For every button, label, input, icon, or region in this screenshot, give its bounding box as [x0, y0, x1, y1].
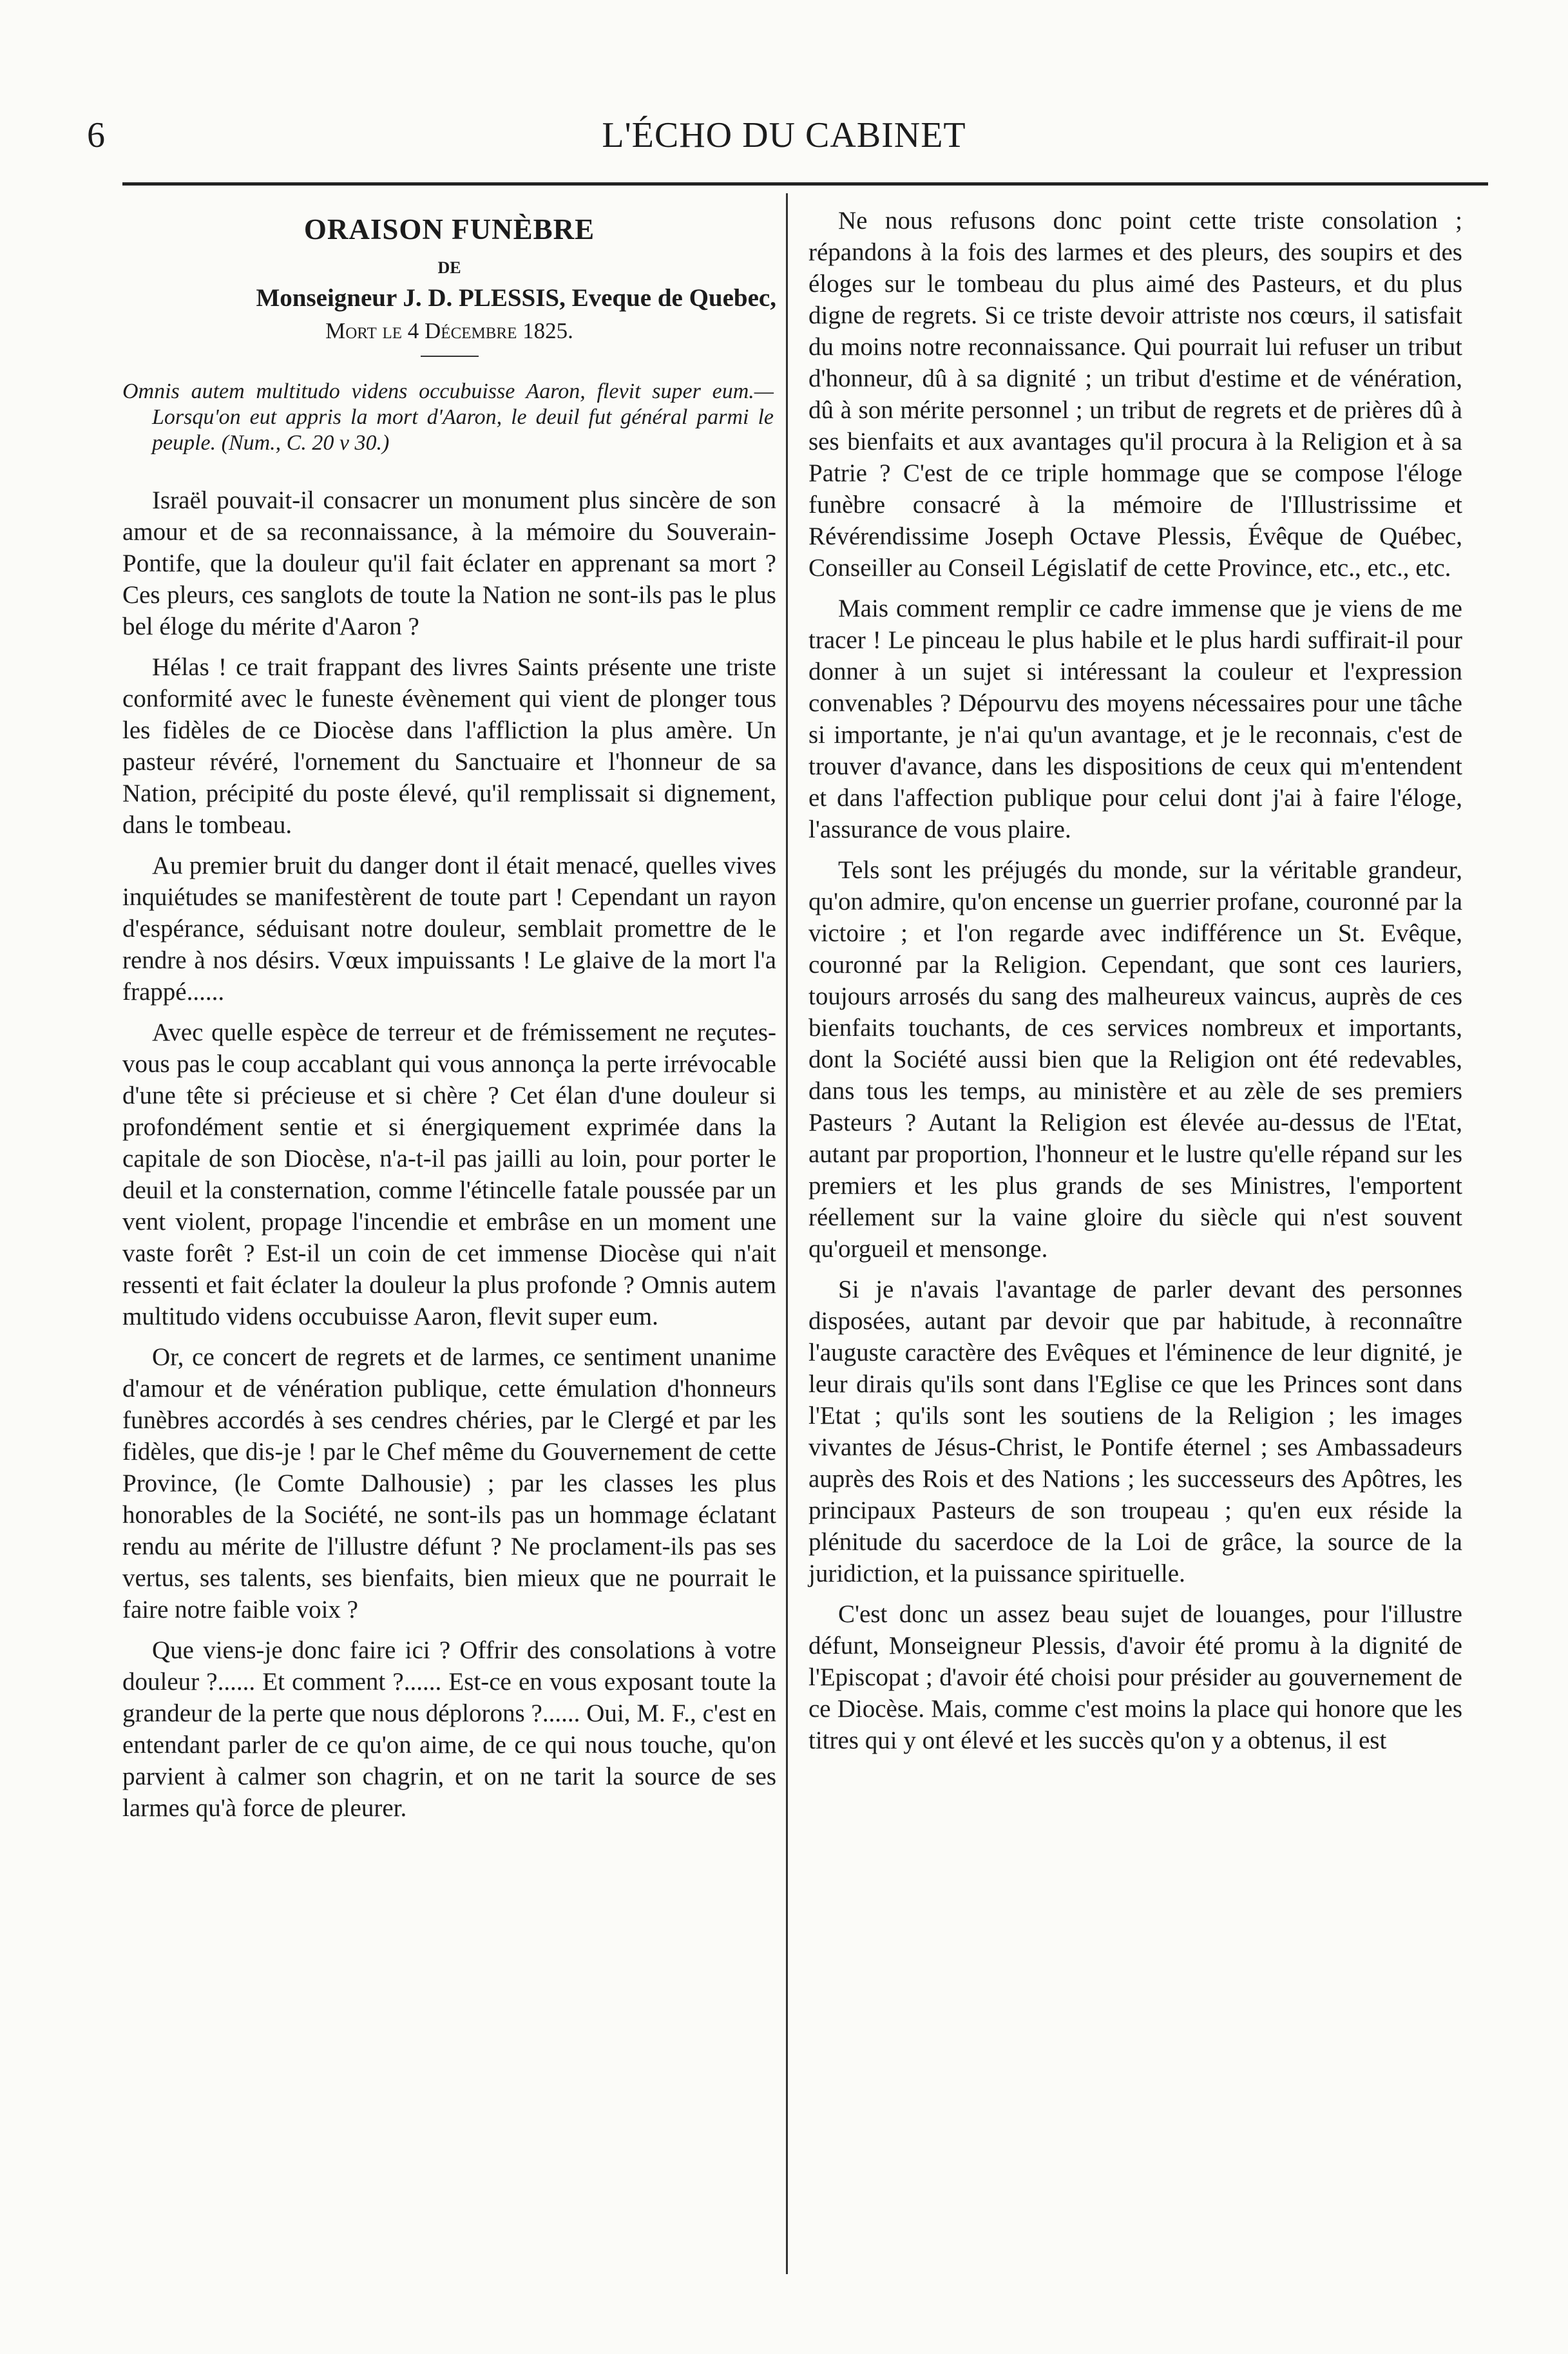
paragraph: C'est donc un assez beau sujet de louanges, pour l'illustre défunt, Monseigneur Plessis, d'avoir été promu à la dignité de l'Episcopat ; d'avoir été choisi pour présider au gouvernement de ce Diocèse. Mais, comme c'est moins la place qui honore que les titres qui y ont élevé et les succès qu'on y a obtenus, il est	[808, 1600, 1462, 1754]
header-rule	[122, 182, 1488, 186]
paragraph: Au premier bruit du danger dont il était menacé, quelles vives inquiétudes se manifestèrent de toute part ! Cependant un rayon d'espérance, séduisant notre douleur, semblait promettre de le rendre à nos désirs. Vœux impuissants ! Le glaive de la mort l'a frappé......	[122, 852, 776, 1006]
right-column	[808, 205, 1462, 1765]
paragraph: Tels sont les préjugés du monde, sur la véritable grandeur, qu'on admire, qu'on encense un guerrier profane, couronné par la victoire ; et l'on regarde avec indifférence un St. Evêque, couronné par la Religion. Cependant, que sont ces lauriers, toujours arrosés du sang des malheureux vaincus, auprès de ces bienfaits touchants, de ces services nombreux et importants, dont la Société aussi bien que la Religion ont été redevables, dans tous les temps, au ministère et au zèle de ses premiers Pasteurs ? Autant la Religion est élevée au-dessus de l'Etat, autant par proportion, l'honneur et le lustre qu'elle répand sur les premiers et les plus grands de ses Ministres, l'emportent réellement sur la vaine gloire du siècle qui n'est souvent qu'orgueil et mensonge.	[808, 856, 1462, 1263]
article-subject: Monseigneur J. D. PLESSIS, Eveque de Quebec,	[256, 284, 776, 312]
epigraph: Omnis autem multitudo videns occubuisse Aaron, flevit super eum.—Lorsqu'on eut appris la mort d'Aaron, le deuil fut général parmi le peuple. (Num., C. 20 v 30.)	[122, 379, 774, 455]
paragraph: Mais comment remplir ce cadre immense que je viens de me tracer ! Le pinceau le plus habile et le plus hardi suffirait-il pour donner à un sujet si intéressant la couleur et l'expression convenables ? Dépourvu des moyens nécessaires pour une tâche si importante, je n'ai qu'un avantage, et je le reconnais, c'est de trouver d'avance, dans les dispositions de ceux qui m'entendent et dans l'affection publique pour celui dont j'ai à faire l'éloge, l'assurance de vous plaire.	[808, 595, 1462, 843]
paragraph: Hélas ! ce trait frappant des livres Saints présente une triste conformité avec le funeste évènement qui vient de plonger tous les fidèles de ce Diocèse dans l'affliction la plus amère. Un pasteur révéré, l'ornement du Sanctuaire et l'honneur de sa Nation, précipité du poste élevé, qu'il remplissait si dignement, dans le tombeau.	[122, 653, 776, 839]
left-column	[122, 205, 776, 1833]
column-divider	[786, 193, 788, 2274]
page-number: 6	[87, 115, 105, 155]
paragraph: Ne nous refusons donc point cette triste consolation ; répandons à la fois des larmes et des pleurs, des soupirs et des éloges sur le tombeau du plus aimé des Pasteurs, et du plus digne de regrets. Si ce triste devoir attriste nos cœurs, il satisfait du moins notre reconnaissance. Qui pourrait lui refuser un tribut d'honneur, dû à sa dignité ; un tribut d'estime et de vénération, dû à son mérite personnel ; un tribut de regrets et de prières dû à ses bienfaits et aux avantages qu'il procura à la Religion et à sa Patrie ? C'est de ce triple hommage que se compose l'éloge funèbre consacré à la mémoire de l'Illustrissime et Révérendissime Joseph Octave Plessis, Évêque de Québec, Conseiller au Conseil Législatif de cette Province, etc., etc., etc.	[808, 207, 1462, 582]
paragraph: Avec quelle espèce de terreur et de frémissement ne reçutes-vous pas le coup accablant qui vous annonça la perte irrévocable d'une tête si précieuse et si chère ? Cet élan d'une douleur si profondément sentie et si énergiquement exprimée dans la capitale de son Diocèse, n'a-t-il pas jailli au loin, pour porter le deuil et la consternation, comme l'étincelle fatale poussée par un vent violent, propage l'incendie et embrâse en un moment une vaste forêt ? Est-il un coin de cet immense Diocèse qui n'ait ressenti et fait éclater la douleur la plus profonde ? Omnis autem multitudo videns occubuisse Aaron, flevit super eum.	[122, 1019, 776, 1330]
article-heading	[122, 210, 776, 357]
title-rule	[421, 356, 479, 357]
article-title-de: DE	[437, 258, 461, 277]
paragraph: Or, ce concert de regrets et de larmes, ce sentiment unanime d'amour et de vénération publique, cette émulation d'honneurs funèbres accordés à ses cendres chéries, par le Clergé et par les fidèles, que dis-je ! par le Chef même du Gouvernement de cette Province, (le Comte Dalhousie) ; par les classes les plus honorables de la Société, ne sont-ils pas un hommage éclatant rendu au mérite de l'illustre défunt ? Ne proclament-ils pas ses vertus, ses talents, ses bienfaits, bien mieux que ne pourrait le faire notre faible voix ?	[122, 1343, 776, 1623]
article-title: ORAISON FUNÈBRE	[303, 213, 595, 245]
running-title: L'ÉCHO DU CABINET	[602, 115, 966, 155]
paragraph: Israël pouvait-il consacrer un monument plus sincère de son amour et de sa reconnaissance, à la mémoire du Souverain-Pontife, que la douleur qu'il fait éclater en apprenant sa mort ? Ces pleurs, ces sanglots de toute la Nation ne sont-ils pas le plus bel éloge du mérite d'Aaron ?	[122, 486, 776, 640]
article-death-date: Mort le 4 Décembre 1825.	[325, 318, 573, 343]
paragraph: Si je n'avais l'avantage de parler devant des personnes disposées, autant par devoir que par habitude, à reconnaître l'auguste caractère des Evêques et l'éminence de leur dignité, je leur dirais qu'ils sont dans l'Eglise ce que les Princes sont dans l'Etat ; qu'ils sont les soutiens de la Religion ; les images vivantes de Jésus-Christ, le Pontife éternel ; ses Ambassadeurs auprès des Rois et des Nations ; les successeurs des Apôtres, les principaux Pasteurs de son troupeau ; qu'en eux réside la plénitude du sacerdoce de la Loi de grâce, la source de la juridiction, et la puissance spirituelle.	[808, 1276, 1462, 1587]
paragraph: Que viens-je donc faire ici ? Offrir des consolations à votre douleur ?...... Et comment ?...... Est-ce en vous exposant toute la grandeur de la perte que nous déplorons ?...... Oui, M. F., c'est en entendant parler de ce qu'on aime, de ce qui nous touche, qu'on parvient à calmer son chagrin, et on ne tarit la source de ses larmes qu'à force de pleurer.	[122, 1636, 776, 1822]
